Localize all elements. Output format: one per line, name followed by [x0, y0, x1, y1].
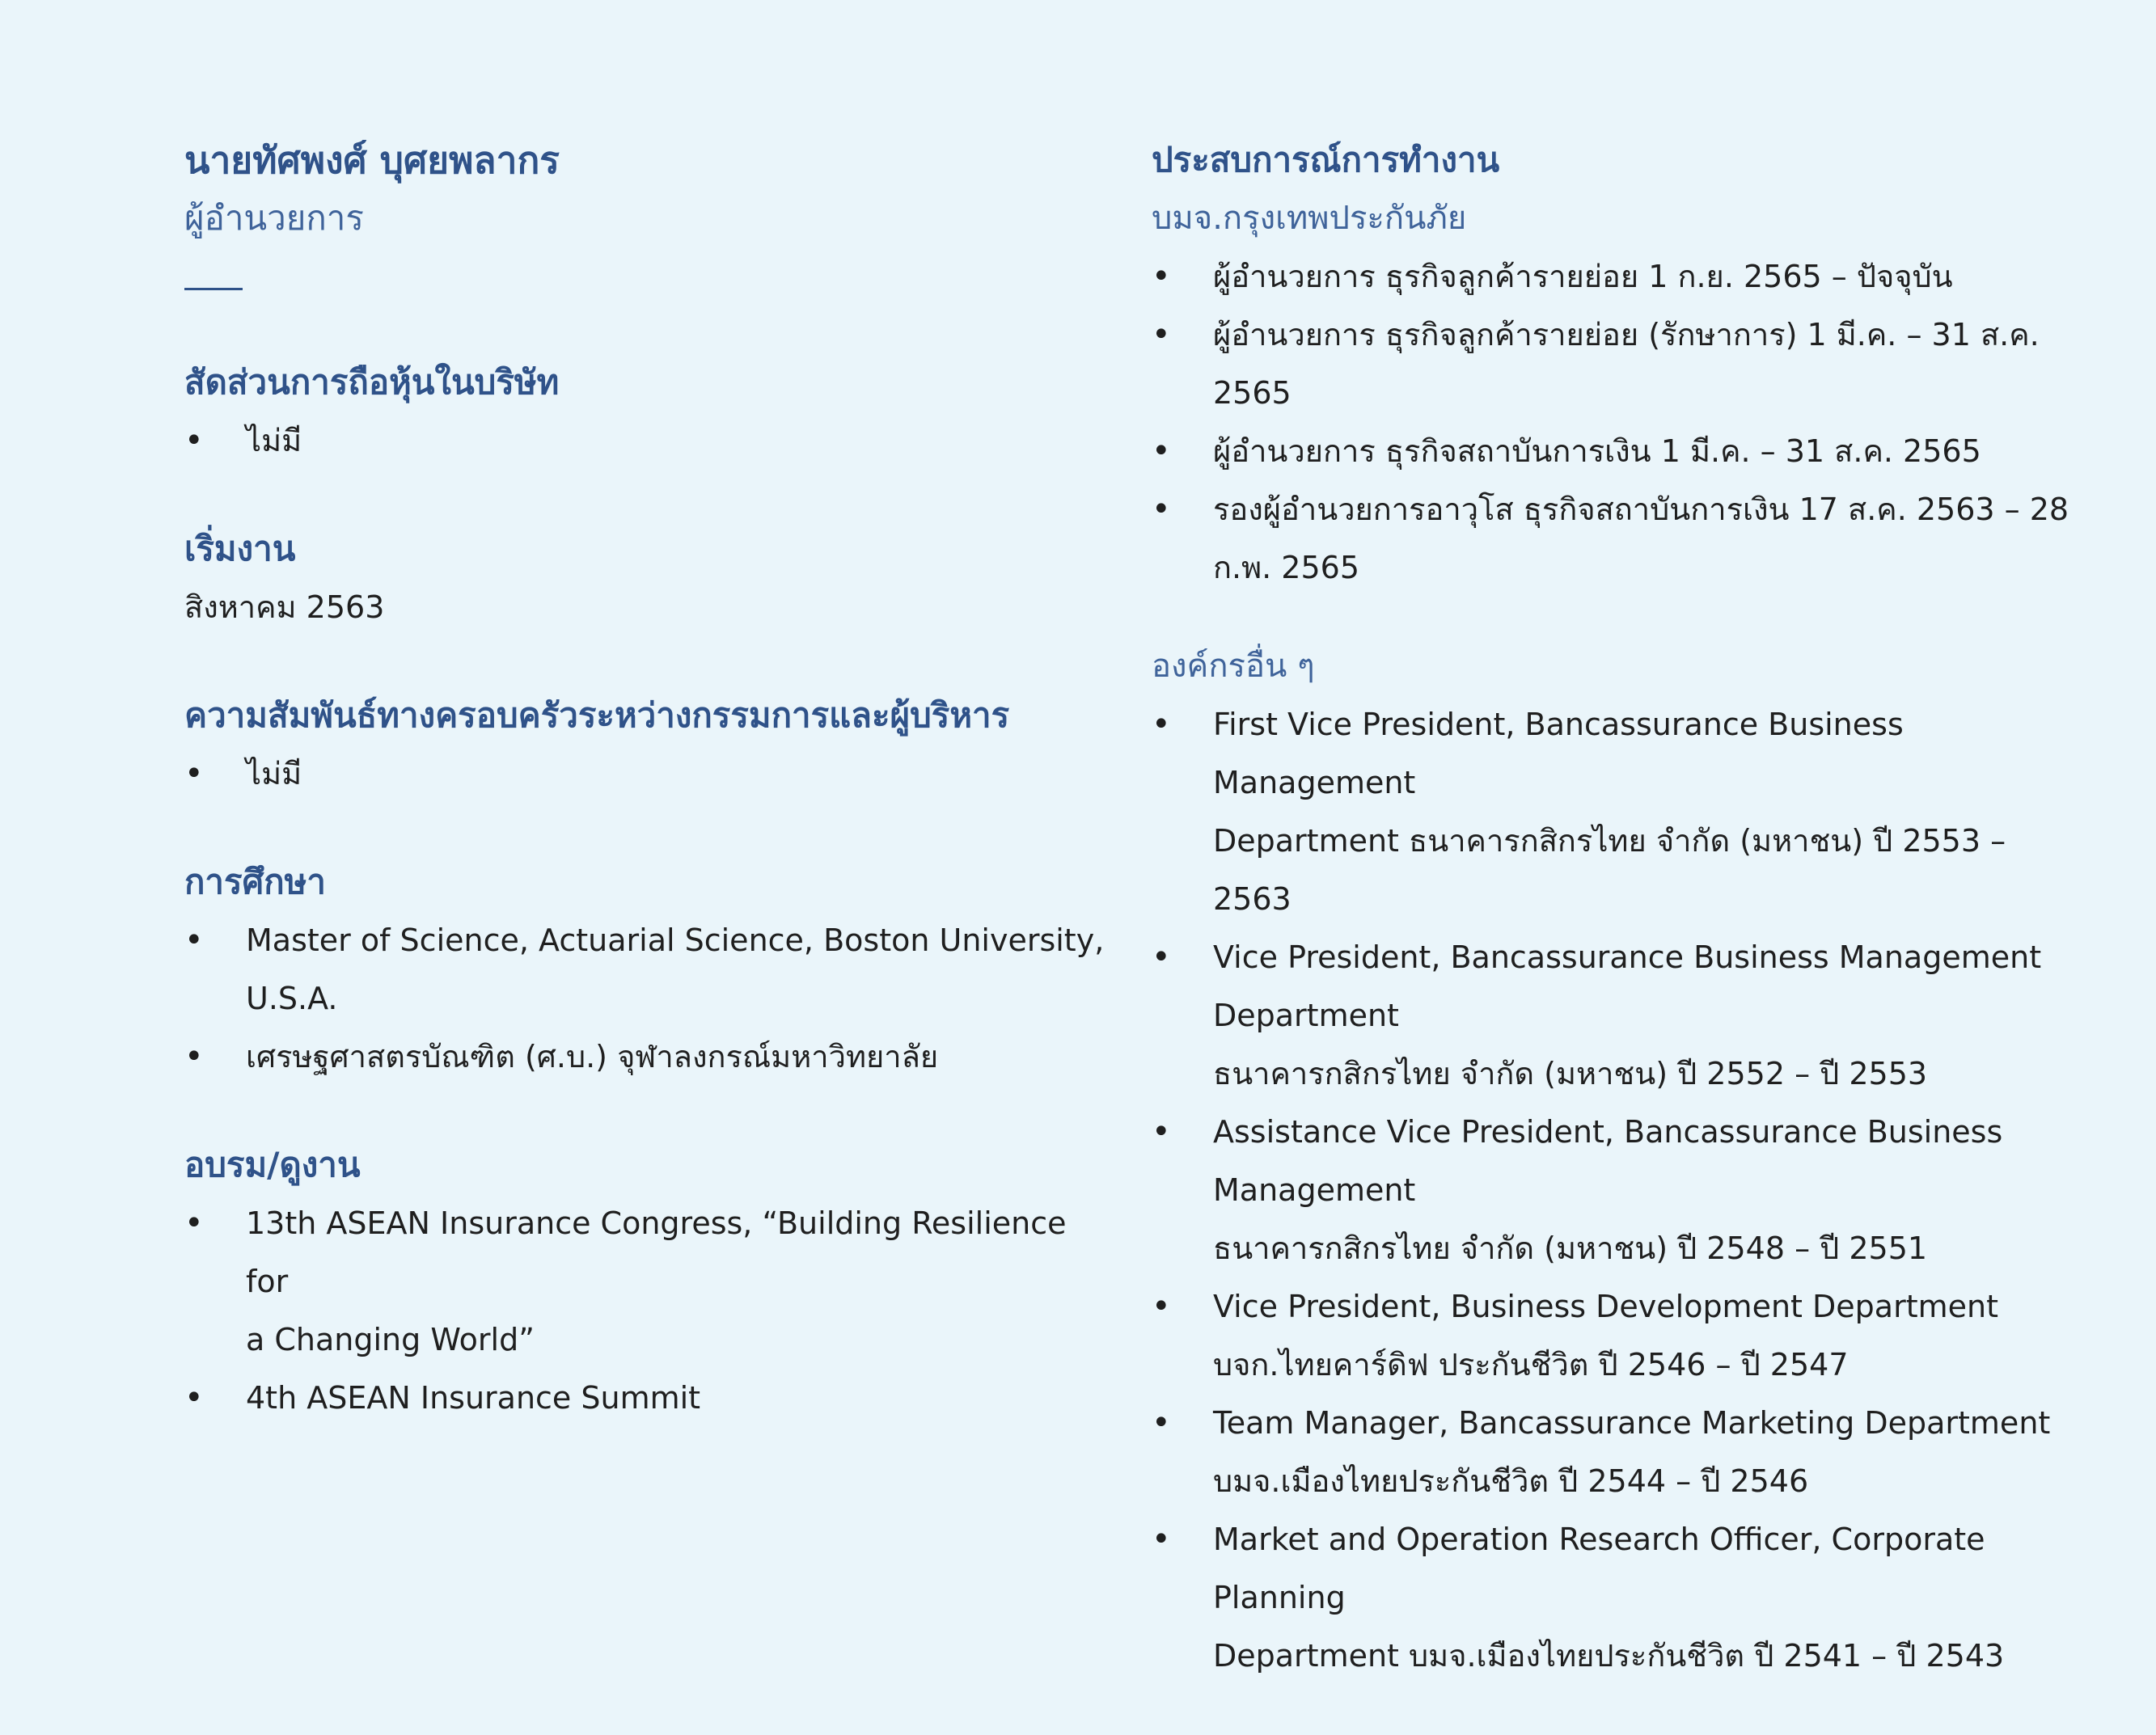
family-heading: ความสัมพันธ์ทางครอบครัวระหว่างกรรมการและผู้บริหาร — [184, 695, 1010, 735]
bullet-icon: • — [1152, 706, 1171, 743]
list-item: • 13th ASEAN Insurance Congress, “Building Resilience for a Changing World” — [184, 1194, 1114, 1369]
education-heading: การศึกษา — [184, 862, 326, 901]
shareholding-section — [184, 353, 1114, 470]
list-item: • Vice President, Bancassurance Business Management Department ธนาคารกสิกรไทย จำกัด (มหาชน) ปี 2552 – ปี 2553 — [1152, 928, 2090, 1103]
list-item: • ผู้อำนวยการ ธุรกิจลูกค้ารายย่อย 1 ก.ย. 2565 – ปัจจุบัน — [1152, 247, 2090, 306]
experience-heading: ประสบการณ์การทำงาน — [1152, 140, 1500, 179]
bullet-icon: • — [184, 755, 204, 792]
list-item: • Assistance Vice President, Bancassurance Business Management ธนาคารกสิกรไทย จำกัด (มหาชน) ปี 2548 – ปี 2551 — [1152, 1103, 2090, 1277]
family-section — [184, 686, 1114, 803]
list-item: • Vice President, Business Development Department บจก.ไทยคาร์ดิฟ ประกันชีวิต ปี 2546 – ปี 2547 — [1152, 1277, 2090, 1394]
start-section — [184, 520, 1114, 636]
person-position: ผู้อำนวยการ — [184, 198, 364, 238]
training-heading: อบรม/ดูงาน — [184, 1145, 361, 1184]
list-item: • Master of Science, Actuarial Science, Boston University, U.S.A. — [184, 911, 1114, 1028]
bullet-icon: • — [1152, 258, 1171, 295]
start-value: สิงหาคม 2563 — [184, 589, 385, 625]
profile-header — [184, 131, 1114, 290]
list-item: • First Vice President, Bancassurance Business Management Department ธนาคารกสิกรไทย จำกัด (มหาชน) ปี 2553 – 2563 — [1152, 695, 2090, 928]
training-section — [184, 1136, 1114, 1427]
experience-company: บมจ.กรุงเทพประกันภัย — [1152, 200, 1467, 237]
bullet-icon: • — [1152, 491, 1171, 528]
experience-section — [1152, 131, 2090, 597]
list-item: • รองผู้อำนวยการอาวุโส ธุรกิจสถาบันการเงิน 17 ส.ค. 2563 – 28 ก.พ. 2565 — [1152, 480, 2090, 597]
bullet-icon: • — [184, 1038, 204, 1075]
bullet-icon: • — [184, 922, 204, 959]
right-column — [1152, 131, 2090, 1735]
shareholding-heading: สัดส่วนการถือหุ้นในบริษัท — [184, 362, 560, 402]
other-orgs-section — [1152, 637, 2090, 1685]
bullet-icon: • — [184, 422, 204, 459]
list-item: • ผู้อำนวยการ ธุรกิจลูกค้ารายย่อย (รักษาการ) 1 มี.ค. – 31 ส.ค. 2565 — [1152, 306, 2090, 422]
list-item: • ไม่มี — [184, 745, 1114, 803]
list-item: • Market and Operation Research Officer, Corporate Planning Department บมจ.เมืองไทยประกันชีวิต ปี 2541 – ปี 2543 — [1152, 1510, 2090, 1685]
bullet-icon: • — [1152, 1113, 1171, 1150]
education-section — [184, 853, 1114, 1086]
person-name: นายทัศพงศ์ บุศยพลากร — [184, 138, 560, 182]
other-orgs-heading: องค์กรอื่น ๆ — [1152, 648, 1315, 685]
bullet-icon: • — [1152, 433, 1171, 470]
list-item: • 4th ASEAN Insurance Summit — [184, 1369, 1114, 1427]
bullet-icon: • — [1152, 1404, 1171, 1442]
list-item: • เศรษฐศาสตรบัณฑิต (ศ.บ.) จุฬาลงกรณ์มหาวิทยาลัย — [184, 1028, 1114, 1086]
bullet-icon: • — [1152, 1288, 1171, 1325]
start-heading: เริ่มงาน — [184, 529, 296, 568]
bullet-icon: • — [184, 1379, 204, 1416]
list-item: • ไม่มี — [184, 412, 1114, 470]
list-item: • ผู้อำนวยการ ธุรกิจสถาบันการเงิน 1 มี.ค. – 31 ส.ค. 2565 — [1152, 422, 2090, 480]
list-item: • Team Manager, Bancassurance Marketing Department บมจ.เมืองไทยประกันชีวิต ปี 2544 – ปี 2546 — [1152, 1394, 2090, 1510]
bullet-icon: • — [184, 1205, 204, 1242]
bullet-icon: • — [1152, 316, 1171, 353]
bullet-icon: • — [1152, 939, 1171, 976]
bullet-icon: • — [1152, 1521, 1171, 1558]
divider — [184, 288, 243, 290]
left-column — [184, 131, 1114, 1477]
